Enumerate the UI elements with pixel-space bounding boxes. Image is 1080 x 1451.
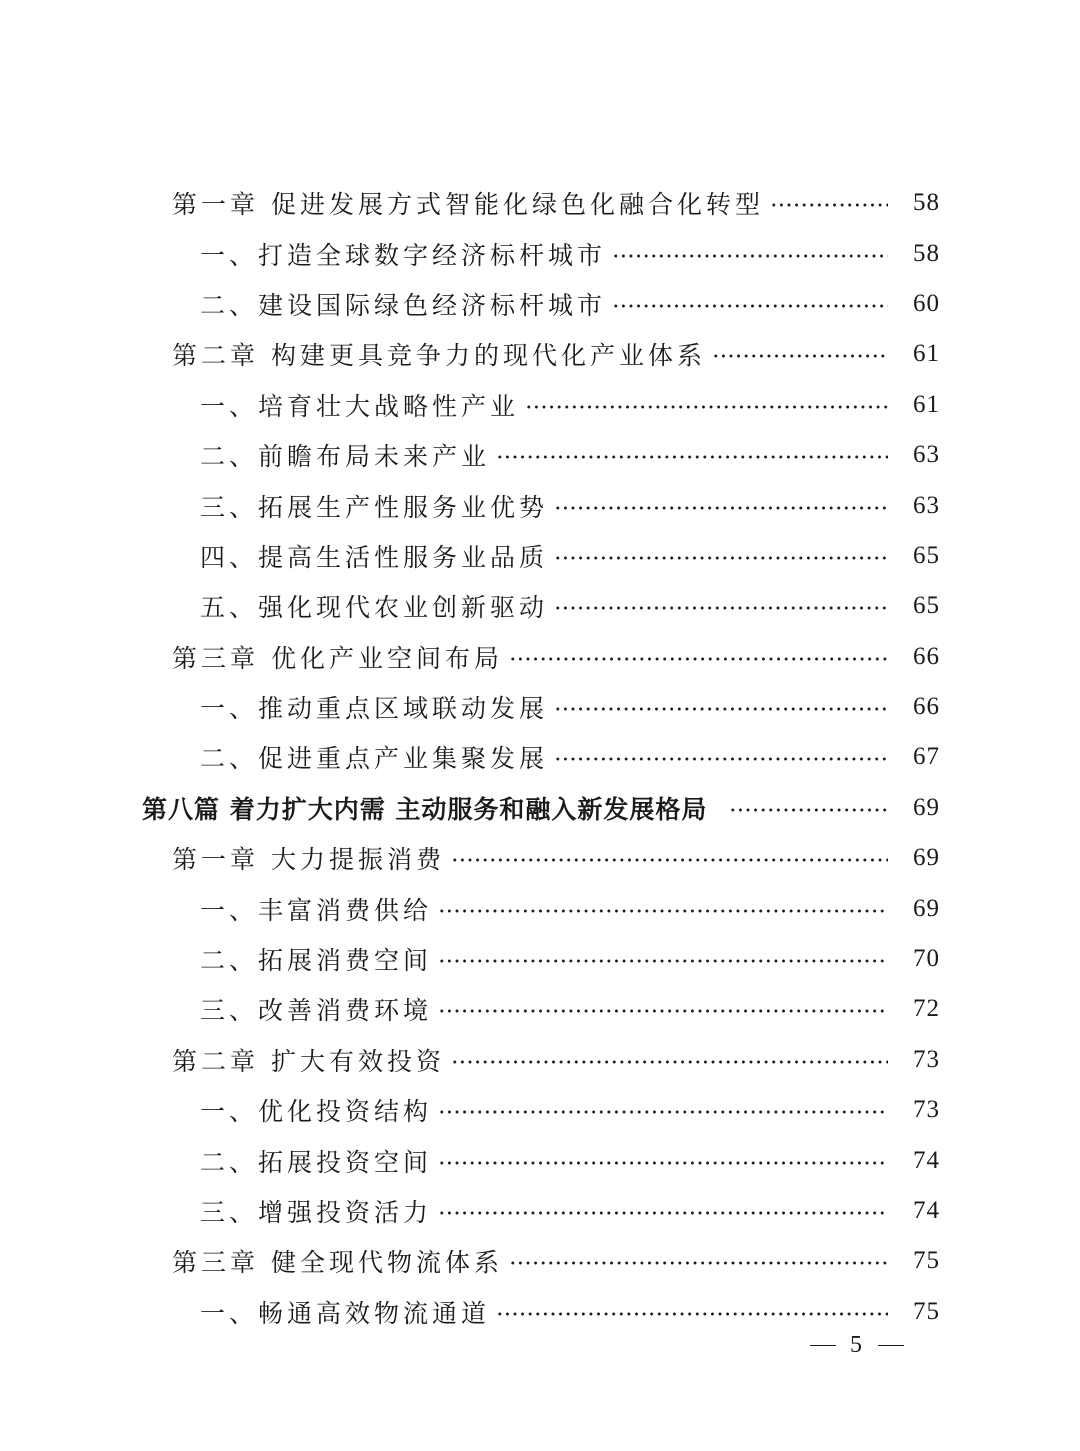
dot-leader xyxy=(438,959,888,963)
dot-leader xyxy=(438,1211,888,1215)
toc-entry[interactable] xyxy=(0,178,1080,228)
toc-entry-page: 74 xyxy=(913,1197,940,1224)
dot-leader xyxy=(509,1261,888,1265)
toc-entry-title: 三、拓展生产性服务业优势 xyxy=(200,492,549,522)
toc-entry-title: 第二章 构建更具竞争力的现代化产业体系 xyxy=(172,341,706,371)
dot-leader xyxy=(612,304,888,308)
toc-entry-title: 一、培育壮大战略性产业 xyxy=(200,391,520,421)
toc-entry[interactable] xyxy=(0,632,1080,682)
toc-entry[interactable] xyxy=(0,581,1080,631)
toc-entry[interactable] xyxy=(0,682,1080,732)
dot-leader xyxy=(612,254,888,258)
dot-leader xyxy=(496,1312,888,1316)
toc-entry-page: 61 xyxy=(913,340,940,368)
toc-entry-page: 67 xyxy=(913,743,940,771)
dash-decoration xyxy=(878,1345,904,1347)
toc-entry-title: 二、前瞻布局未来产业 xyxy=(200,442,491,472)
toc-entry-page: 73 xyxy=(913,1045,940,1073)
toc-entry-title: 第二章 扩大有效投资 xyxy=(172,1046,445,1076)
toc-entry-title: 一、优化投资结构 xyxy=(200,1097,433,1127)
toc-entry-title: 三、改善消费环境 xyxy=(200,996,433,1026)
toc-entry-title: 二、建设国际绿色经济标杆城市 xyxy=(200,290,607,320)
toc-entry-title: 第一章 大力提振消费 xyxy=(172,845,445,875)
toc-entry[interactable] xyxy=(0,984,1080,1034)
dot-leader xyxy=(438,909,888,913)
toc-entry-page: 73 xyxy=(913,1096,940,1124)
toc-entry-title: 二、拓展消费空间 xyxy=(200,946,433,976)
toc-entry-page: 58 xyxy=(913,239,940,267)
dot-leader xyxy=(438,1009,888,1013)
toc-entry-title: 二、拓展投资空间 xyxy=(200,1147,433,1177)
toc-entry[interactable] xyxy=(0,1236,1080,1286)
dot-leader xyxy=(554,606,888,610)
toc-entry[interactable] xyxy=(0,1035,1080,1085)
toc-entry[interactable] xyxy=(0,1287,1080,1337)
toc-entry-page: 63 xyxy=(913,491,940,519)
toc-entry-page: 75 xyxy=(913,1297,940,1325)
dot-leader xyxy=(509,657,888,661)
toc-entry-title: 第八篇 着力扩大内需 主动服务和融入新发展格局 xyxy=(142,794,708,824)
toc-entry[interactable] xyxy=(0,228,1080,278)
toc-entry-page: 72 xyxy=(913,995,940,1023)
dot-leader xyxy=(770,203,888,207)
toc-entry-title: 一、丰富消费供给 xyxy=(200,895,433,925)
toc-entry-title: 第一章 促进发展方式智能化绿色化融合化转型 xyxy=(172,190,764,220)
toc-entry[interactable] xyxy=(0,480,1080,530)
dot-leader xyxy=(438,1110,888,1114)
dot-leader xyxy=(554,707,888,711)
toc-entry[interactable] xyxy=(0,1135,1080,1185)
toc-entry-page: 69 xyxy=(913,793,940,821)
toc-entry-page: 65 xyxy=(913,592,940,620)
toc-entry[interactable] xyxy=(0,1085,1080,1135)
toc-entry-page: 60 xyxy=(913,289,940,317)
toc-entry[interactable] xyxy=(0,783,1080,833)
toc-entry[interactable] xyxy=(0,883,1080,933)
dot-leader xyxy=(496,455,888,459)
toc-entry-title: 二、促进重点产业集聚发展 xyxy=(200,744,549,774)
toc-entry-title: 五、强化现代农业创新驱动 xyxy=(200,593,549,623)
toc-entry-page: 63 xyxy=(913,441,940,469)
toc-entry-page: 58 xyxy=(913,189,940,217)
toc-entry-title: 第三章 健全现代物流体系 xyxy=(172,1248,503,1278)
toc-entry-page: 75 xyxy=(913,1247,940,1275)
dot-leader xyxy=(729,808,888,812)
toc-entry[interactable] xyxy=(0,833,1080,883)
dot-leader xyxy=(554,757,888,761)
toc-entry-page: 66 xyxy=(913,642,940,670)
toc-entry-title: 一、打造全球数字经济标杆城市 xyxy=(200,240,607,270)
dash-decoration xyxy=(810,1345,836,1347)
toc-entry[interactable] xyxy=(0,1186,1080,1236)
dot-leader xyxy=(712,354,888,358)
toc-entry-page: 74 xyxy=(913,1146,940,1174)
toc-entry-title: 第三章 优化产业空间布局 xyxy=(172,643,503,673)
dot-leader xyxy=(554,506,888,510)
toc-entry[interactable] xyxy=(0,380,1080,430)
dot-leader xyxy=(451,858,888,862)
toc-entry[interactable] xyxy=(0,279,1080,329)
toc-entry-title: 三、增强投资活力 xyxy=(200,1198,433,1227)
toc-entry-title: 一、推动重点区域联动发展 xyxy=(200,694,549,724)
page-number: 5 xyxy=(850,1332,864,1358)
toc-entry[interactable] xyxy=(0,531,1080,581)
table-of-contents xyxy=(0,178,1080,1337)
dot-leader xyxy=(438,1161,888,1165)
dot-leader xyxy=(554,556,888,560)
toc-entry[interactable] xyxy=(0,934,1080,984)
toc-entry[interactable] xyxy=(0,732,1080,782)
page-footer xyxy=(810,1332,904,1359)
toc-entry-page: 65 xyxy=(913,541,940,569)
toc-entry-page: 69 xyxy=(913,844,940,872)
dot-leader xyxy=(451,1060,888,1064)
toc-entry-page: 66 xyxy=(913,693,940,721)
dot-leader xyxy=(525,405,888,409)
toc-entry-title: 一、畅通高效物流通道 xyxy=(200,1298,491,1328)
toc-entry[interactable] xyxy=(0,329,1080,379)
toc-entry-page: 70 xyxy=(913,945,940,973)
toc-entry-page: 61 xyxy=(913,390,940,418)
toc-entry-page: 69 xyxy=(913,894,940,922)
toc-entry[interactable] xyxy=(0,430,1080,480)
toc-entry-title: 四、提高生活性服务业品质 xyxy=(200,542,549,572)
